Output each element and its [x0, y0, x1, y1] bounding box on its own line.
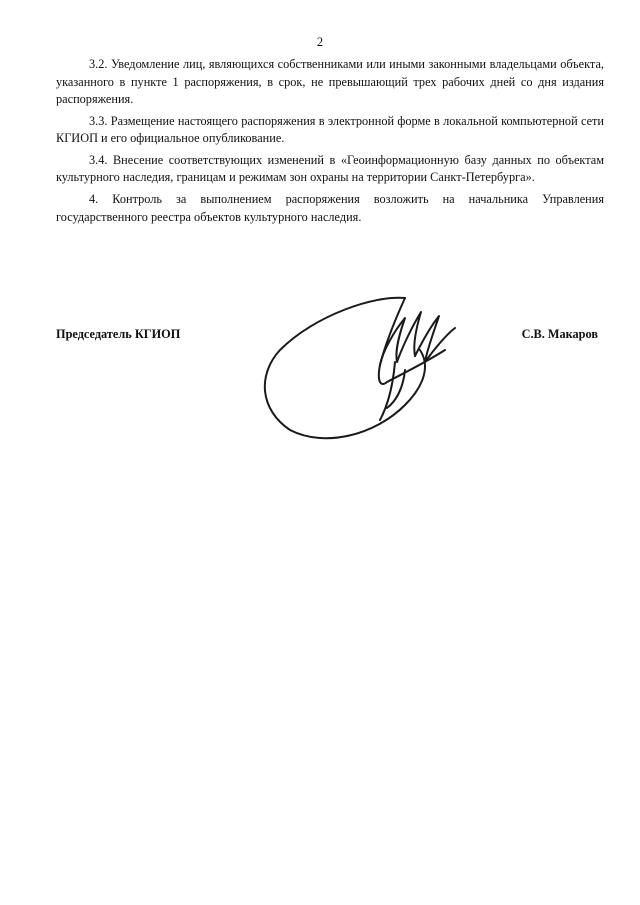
signer-name: С.В. Макаров	[521, 327, 598, 341]
paragraph-3-3: 3.3. Размещение настоящего распоряжения в электронной форме в локальной компьютерной сети КГИОП и его официальное опубликование.	[56, 113, 604, 146]
signature-block	[56, 327, 604, 347]
paragraph-4: 4. Контроль за выполнением распоряжения возложить на начальника Управления государственного реестра объектов культурного наследия.	[56, 192, 604, 224]
page-number: 2	[316, 35, 324, 49]
handwritten-signature	[255, 290, 470, 450]
document-body	[56, 56, 604, 230]
paragraph-3-2: 3.2. Уведомление лиц, являющихся собственниками или иными законными владельцами объекта, указанного в пункте 1 распоряжения, в срок, не превышающий трех рабочих дней со дня издания распоряжения.	[56, 57, 604, 106]
signer-title: Председатель КГИОП	[56, 327, 181, 341]
paragraph-3-4: 3.4. Внесение соответствующих изменений в «Геоинформационную базу данных по объектам культурного наследия, границам и режимам зон охраны на территории Санкт-Петербурга».	[56, 152, 604, 185]
